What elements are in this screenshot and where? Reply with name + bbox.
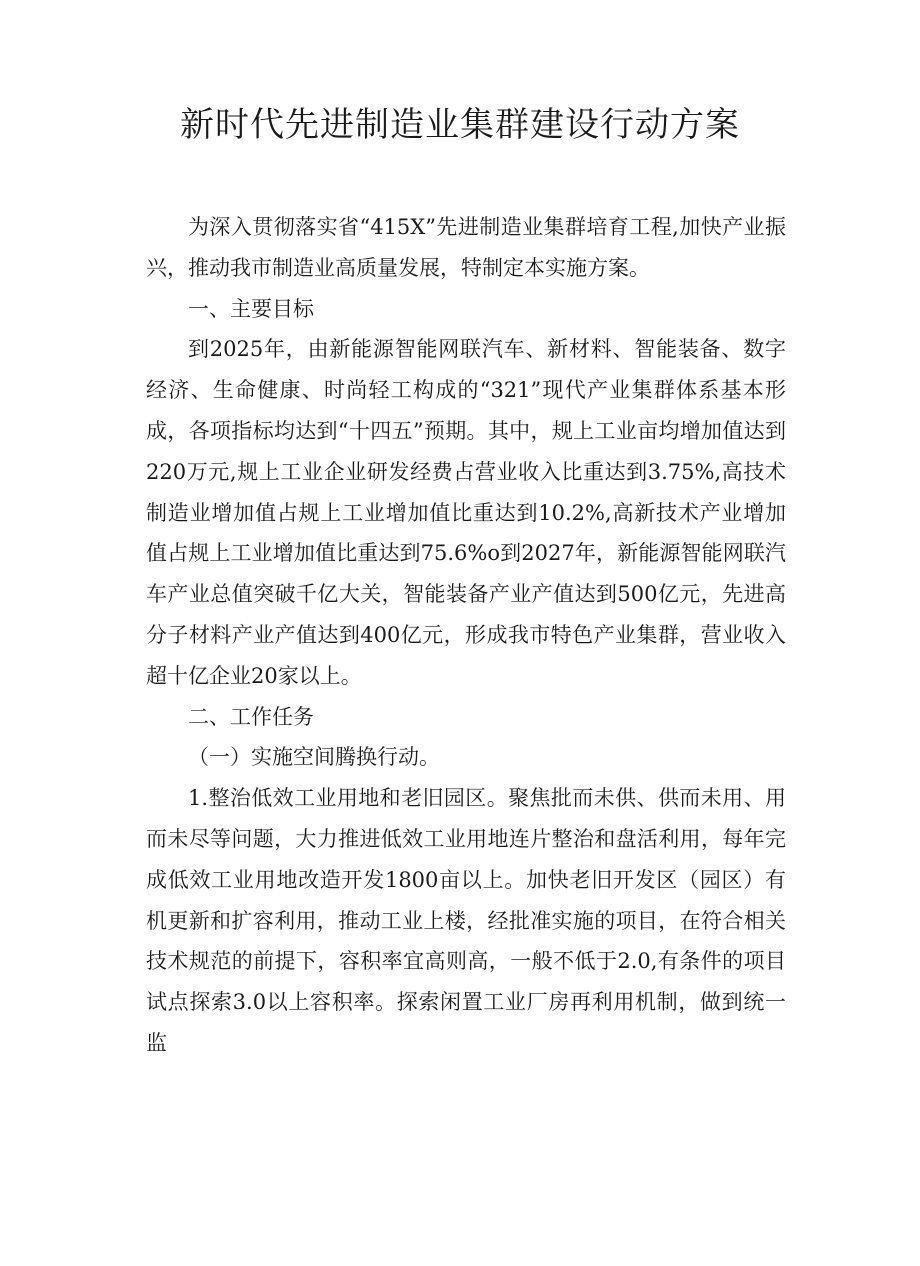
task-1-paragraph: 1.整治低效工业用地和老旧园区。聚焦批而未供、供而未用、用而未尽等问题，大力推进低效工业用地连片整治和盘活利用，每年完成低效工业用地改造开发1800亩以上。加快老旧开发区（园区）有机更新和扩容利用，推动工业上楼，经批准实施的项目，在符合相关技术规范的前提下，容积率宜高则高，一般不低于2.0,有条件的项目试点探索3.0以上容积率。探索闲置工业厂房再利用机制，做到统一监 xyxy=(146,786,786,1055)
section-heading-main-goals: 一、主要目标 xyxy=(188,296,314,321)
document-title: 新时代先进制造业集群建设行动方案 xyxy=(180,105,740,145)
intro-paragraph: 为深入贯彻落实省“415X”先进制造业集群培育工程,加快产业振兴，推动我市制造业高质量发展，特制定本实施方案。 xyxy=(146,215,786,280)
main-goals-paragraph: 到2025年，由新能源智能网联汽车、新材料、智能装备、数字经济、生命健康、时尚轻工构成的“321”现代产业集群体系基本形成，各项指标均达到“十四五”预期。其中，规上工业亩均增加值达到220万元,规上工业企业研发经费占营业收入比重达到3.75%,高技术制造业增加值占规上工业增加值比重达到10.2%,高新技术产业增加值占规上工业增加值比重达到75.6%o到2027年，新能源智能网联汽车产业总值突破千亿大关，智能装备产业产值达到500亿元，先进高分子材料产业产值达到400亿元，形成我市特色产业集群，营业收入超十亿企业20家以上。 xyxy=(146,337,786,688)
subsection-heading-space-action: （一）实施空间腾换行动。 xyxy=(188,745,440,770)
document-body xyxy=(146,207,786,1064)
section-heading-work-tasks: 二、工作任务 xyxy=(188,704,314,729)
